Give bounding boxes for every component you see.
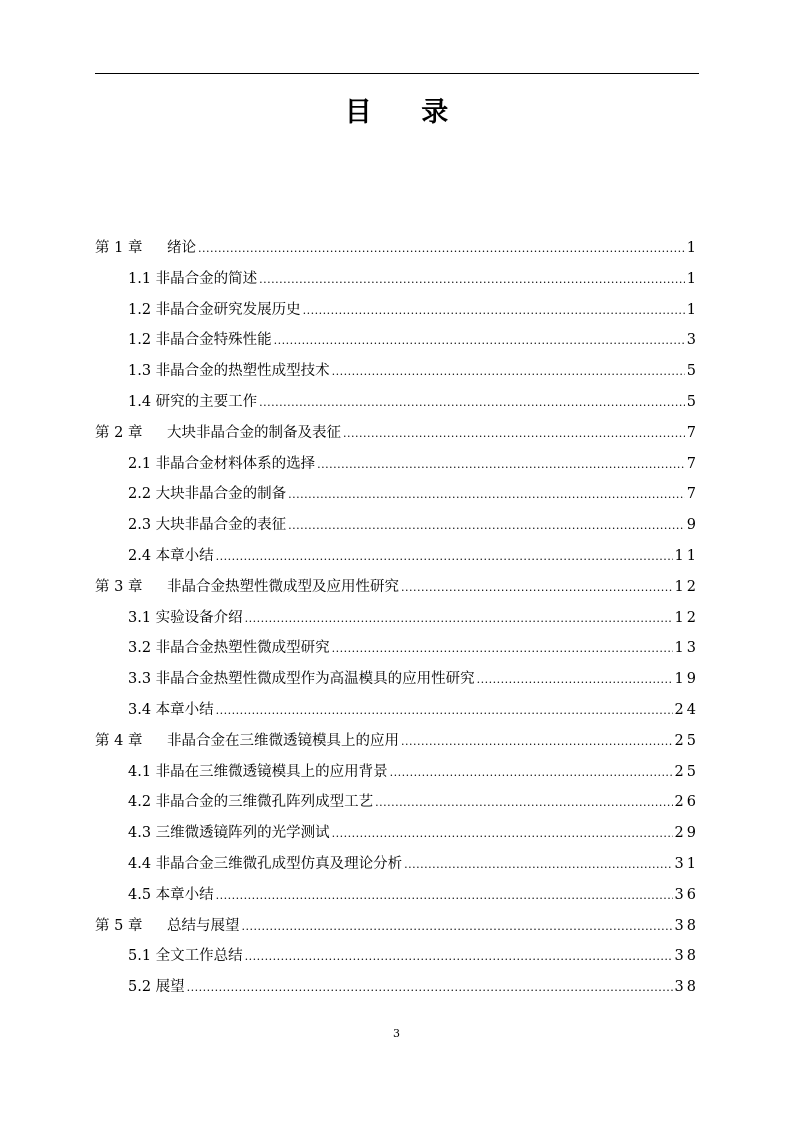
toc-entry-title: 非晶合金材料体系的选择 — [155, 455, 316, 472]
toc-entry-page: 11 — [674, 547, 699, 564]
toc-entry-title: 非晶合金的简述 — [155, 270, 258, 287]
toc-entry-title: 本章小结 — [155, 701, 214, 718]
toc-entry-title: 非晶合金的热塑性成型技术 — [155, 363, 330, 380]
toc-dot-leader — [216, 696, 673, 727]
toc-entry-title: 非晶合金热塑性微成型作为高温模具的应用性研究 — [155, 671, 475, 688]
toc-entry-label — [128, 387, 257, 418]
toc-entry-page: 12 — [674, 609, 699, 626]
toc-entry-page: 3 — [686, 332, 699, 349]
toc-section-entry[interactable] — [95, 880, 699, 911]
toc-entry-label — [95, 233, 196, 264]
toc-entry-title: 大块非晶合金的表征 — [155, 517, 287, 534]
toc-dot-leader — [259, 265, 685, 296]
toc-entry-number: 3.3 — [128, 671, 152, 688]
toc-entry-number: 4.1 — [128, 763, 152, 780]
toc-chapter-entry[interactable] — [95, 911, 699, 942]
toc-entry-number: 5.2 — [128, 979, 152, 996]
toc-entry-page: 7 — [686, 424, 699, 441]
toc-entry-label — [128, 356, 330, 387]
toc-entry-label — [95, 572, 399, 603]
toc-entry-page: 5 — [686, 363, 699, 380]
toc-entry-number: 3.2 — [128, 640, 152, 657]
toc-entry-label — [128, 818, 330, 849]
toc-entry-number: 第 5 章 — [95, 917, 143, 934]
toc-dot-leader — [317, 450, 685, 481]
toc-entry-number: 2.2 — [128, 486, 152, 503]
toc-dot-leader — [187, 973, 673, 1004]
toc-section-entry[interactable] — [95, 695, 699, 726]
toc-entry-number: 1.2 — [128, 301, 152, 318]
toc-dot-leader — [288, 511, 685, 542]
toc-dot-leader — [343, 419, 685, 450]
toc-entry-title: 非晶合金在三维微透镜模具上的应用 — [167, 732, 399, 749]
toc-entry-title: 非晶合金的三维微孔阵列成型工艺 — [155, 794, 374, 811]
toc-entry-page: 25 — [674, 763, 699, 780]
toc-entry-number: 第 1 章 — [95, 240, 143, 256]
toc-section-entry[interactable] — [95, 972, 699, 1003]
toc-entry-label — [128, 849, 402, 880]
toc-dot-leader — [401, 727, 673, 758]
toc-chapter-entry[interactable] — [95, 418, 699, 449]
toc-entry-title: 三维微透镜阵列的光学测试 — [155, 825, 330, 842]
toc-section-entry[interactable] — [95, 757, 699, 788]
toc-entry-page: 5 — [686, 393, 699, 410]
toc-entry-label — [128, 325, 272, 356]
toc-entry-title: 非晶合金特殊性能 — [155, 332, 272, 349]
toc-entry-page: 38 — [674, 979, 699, 996]
toc-dot-leader — [332, 634, 673, 665]
toc-entry-number: 1.3 — [128, 363, 152, 380]
toc-dot-leader — [332, 357, 685, 388]
toc-entry-title: 非晶在三维微透镜模具上的应用背景 — [155, 763, 388, 780]
toc-dot-leader — [259, 388, 685, 419]
toc-entry-title: 全文工作总结 — [155, 948, 243, 965]
toc-entry-title: 非晶合金热塑性微成型研究 — [155, 640, 330, 657]
toc-section-entry[interactable] — [95, 387, 699, 418]
toc-entry-label — [128, 880, 214, 911]
toc-chapter-entry[interactable] — [95, 233, 699, 264]
toc-section-entry[interactable] — [95, 449, 699, 480]
toc-entry-title: 实验设备介绍 — [155, 609, 243, 626]
toc-entry-page: 1 — [686, 301, 699, 318]
toc-entry-number: 4.4 — [128, 855, 152, 872]
toc-entry-number: 3.4 — [128, 701, 152, 718]
toc-entry-page: 12 — [674, 578, 699, 595]
toc-chapter-entry[interactable] — [95, 572, 699, 603]
toc-entry-page: 29 — [674, 825, 699, 842]
toc-dot-leader — [375, 788, 672, 819]
toc-section-entry[interactable] — [95, 510, 699, 541]
toc-entry-label — [95, 911, 240, 942]
toc-dot-leader — [242, 912, 673, 943]
toc-entry-title: 本章小结 — [155, 886, 214, 903]
toc-dot-leader — [198, 234, 685, 265]
toc-section-entry[interactable] — [95, 325, 699, 356]
toc-entry-number: 3.1 — [128, 609, 152, 626]
toc-entry-page: 19 — [674, 671, 699, 688]
toc-section-entry[interactable] — [95, 787, 699, 818]
toc-entry-title: 大块非晶合金的制备及表征 — [167, 424, 341, 441]
toc-dot-leader — [245, 604, 673, 635]
toc-dot-leader — [274, 326, 685, 357]
toc-entry-page: 38 — [674, 948, 699, 965]
toc-dot-leader — [245, 942, 673, 973]
toc-entry-number: 2.4 — [128, 547, 152, 564]
toc-section-entry[interactable] — [95, 849, 699, 880]
toc-section-entry[interactable] — [95, 818, 699, 849]
toc-section-entry[interactable] — [95, 603, 699, 634]
toc-entry-label — [95, 726, 399, 757]
toc-section-entry[interactable] — [95, 295, 699, 326]
toc-entry-number: 1.2 — [128, 332, 152, 349]
table-of-contents — [95, 233, 699, 1003]
toc-section-entry[interactable] — [95, 264, 699, 295]
toc-entry-page: 1 — [686, 240, 699, 256]
toc-entry-number: 5.1 — [128, 948, 152, 965]
toc-entry-label — [128, 603, 243, 634]
toc-entry-title: 非晶合金热塑性微成型及应用性研究 — [167, 578, 399, 595]
toc-entry-page: 9 — [686, 517, 699, 534]
toc-entry-number: 4.5 — [128, 886, 152, 903]
toc-entry-title: 大块非晶合金的制备 — [155, 486, 287, 503]
toc-entry-number: 第 4 章 — [95, 732, 143, 749]
toc-entry-label — [128, 757, 388, 788]
toc-entry-page: 26 — [674, 794, 699, 811]
toc-dot-leader — [401, 573, 673, 604]
toc-entry-page: 7 — [686, 486, 699, 503]
toc-entry-label — [128, 664, 475, 695]
toc-dot-leader — [303, 296, 685, 327]
toc-section-entry[interactable] — [95, 541, 699, 572]
toc-entry-label — [128, 510, 286, 541]
toc-entry-label — [128, 633, 330, 664]
toc-entry-page: 25 — [674, 732, 699, 749]
toc-dot-leader — [404, 850, 672, 881]
toc-entry-page: 1 — [686, 270, 699, 287]
toc-entry-title: 总结与展望 — [167, 917, 240, 934]
toc-section-entry[interactable] — [95, 479, 699, 510]
page-title: 目 录 — [344, 97, 469, 128]
toc-entry-label — [128, 695, 214, 726]
toc-entry-number: 4.2 — [128, 794, 152, 811]
toc-entry-label — [128, 449, 315, 480]
toc-entry-page: 36 — [674, 886, 699, 903]
page-number: 3 — [393, 1027, 400, 1040]
toc-entry-label — [128, 941, 243, 972]
toc-entry-number: 1.4 — [128, 393, 152, 410]
toc-entry-number: 2.3 — [128, 517, 152, 534]
toc-section-entry[interactable] — [95, 633, 699, 664]
toc-section-entry[interactable] — [95, 664, 699, 695]
toc-dot-leader — [390, 758, 673, 789]
toc-entry-number: 4.3 — [128, 825, 152, 842]
toc-entry-number: 第 2 章 — [95, 424, 143, 441]
toc-entry-label — [128, 541, 214, 572]
toc-entry-number: 1.1 — [128, 270, 152, 287]
toc-entry-title: 非晶合金研究发展历史 — [155, 301, 301, 318]
toc-section-entry[interactable] — [95, 356, 699, 387]
toc-entry-title: 研究的主要工作 — [155, 393, 258, 410]
toc-dot-leader — [216, 881, 673, 912]
toc-entry-label — [128, 479, 286, 510]
toc-entry-label — [128, 295, 301, 326]
toc-entry-title: 绪论 — [167, 240, 196, 256]
toc-entry-title: 非晶合金三维微孔成型仿真及理论分析 — [155, 855, 403, 872]
toc-chapter-entry[interactable] — [95, 726, 699, 757]
toc-entry-label — [128, 264, 257, 295]
toc-dot-leader — [332, 819, 673, 850]
toc-entry-label — [128, 787, 373, 818]
toc-entry-title: 本章小结 — [155, 547, 214, 564]
toc-dot-leader — [216, 542, 673, 573]
toc-entry-page: 38 — [674, 917, 699, 934]
toc-entry-title: 展望 — [155, 979, 185, 996]
toc-entry-page: 31 — [674, 855, 699, 872]
toc-entry-page: 24 — [674, 701, 699, 718]
toc-dot-leader — [477, 665, 673, 696]
toc-entry-page: 7 — [686, 455, 699, 472]
toc-entry-number: 2.1 — [128, 455, 152, 472]
toc-entry-label — [128, 972, 185, 1003]
toc-section-entry[interactable] — [95, 941, 699, 972]
toc-entry-number: 第 3 章 — [95, 578, 143, 595]
toc-dot-leader — [288, 480, 685, 511]
header-rule — [95, 73, 699, 74]
toc-entry-label — [95, 418, 341, 449]
toc-entry-page: 13 — [674, 640, 699, 657]
